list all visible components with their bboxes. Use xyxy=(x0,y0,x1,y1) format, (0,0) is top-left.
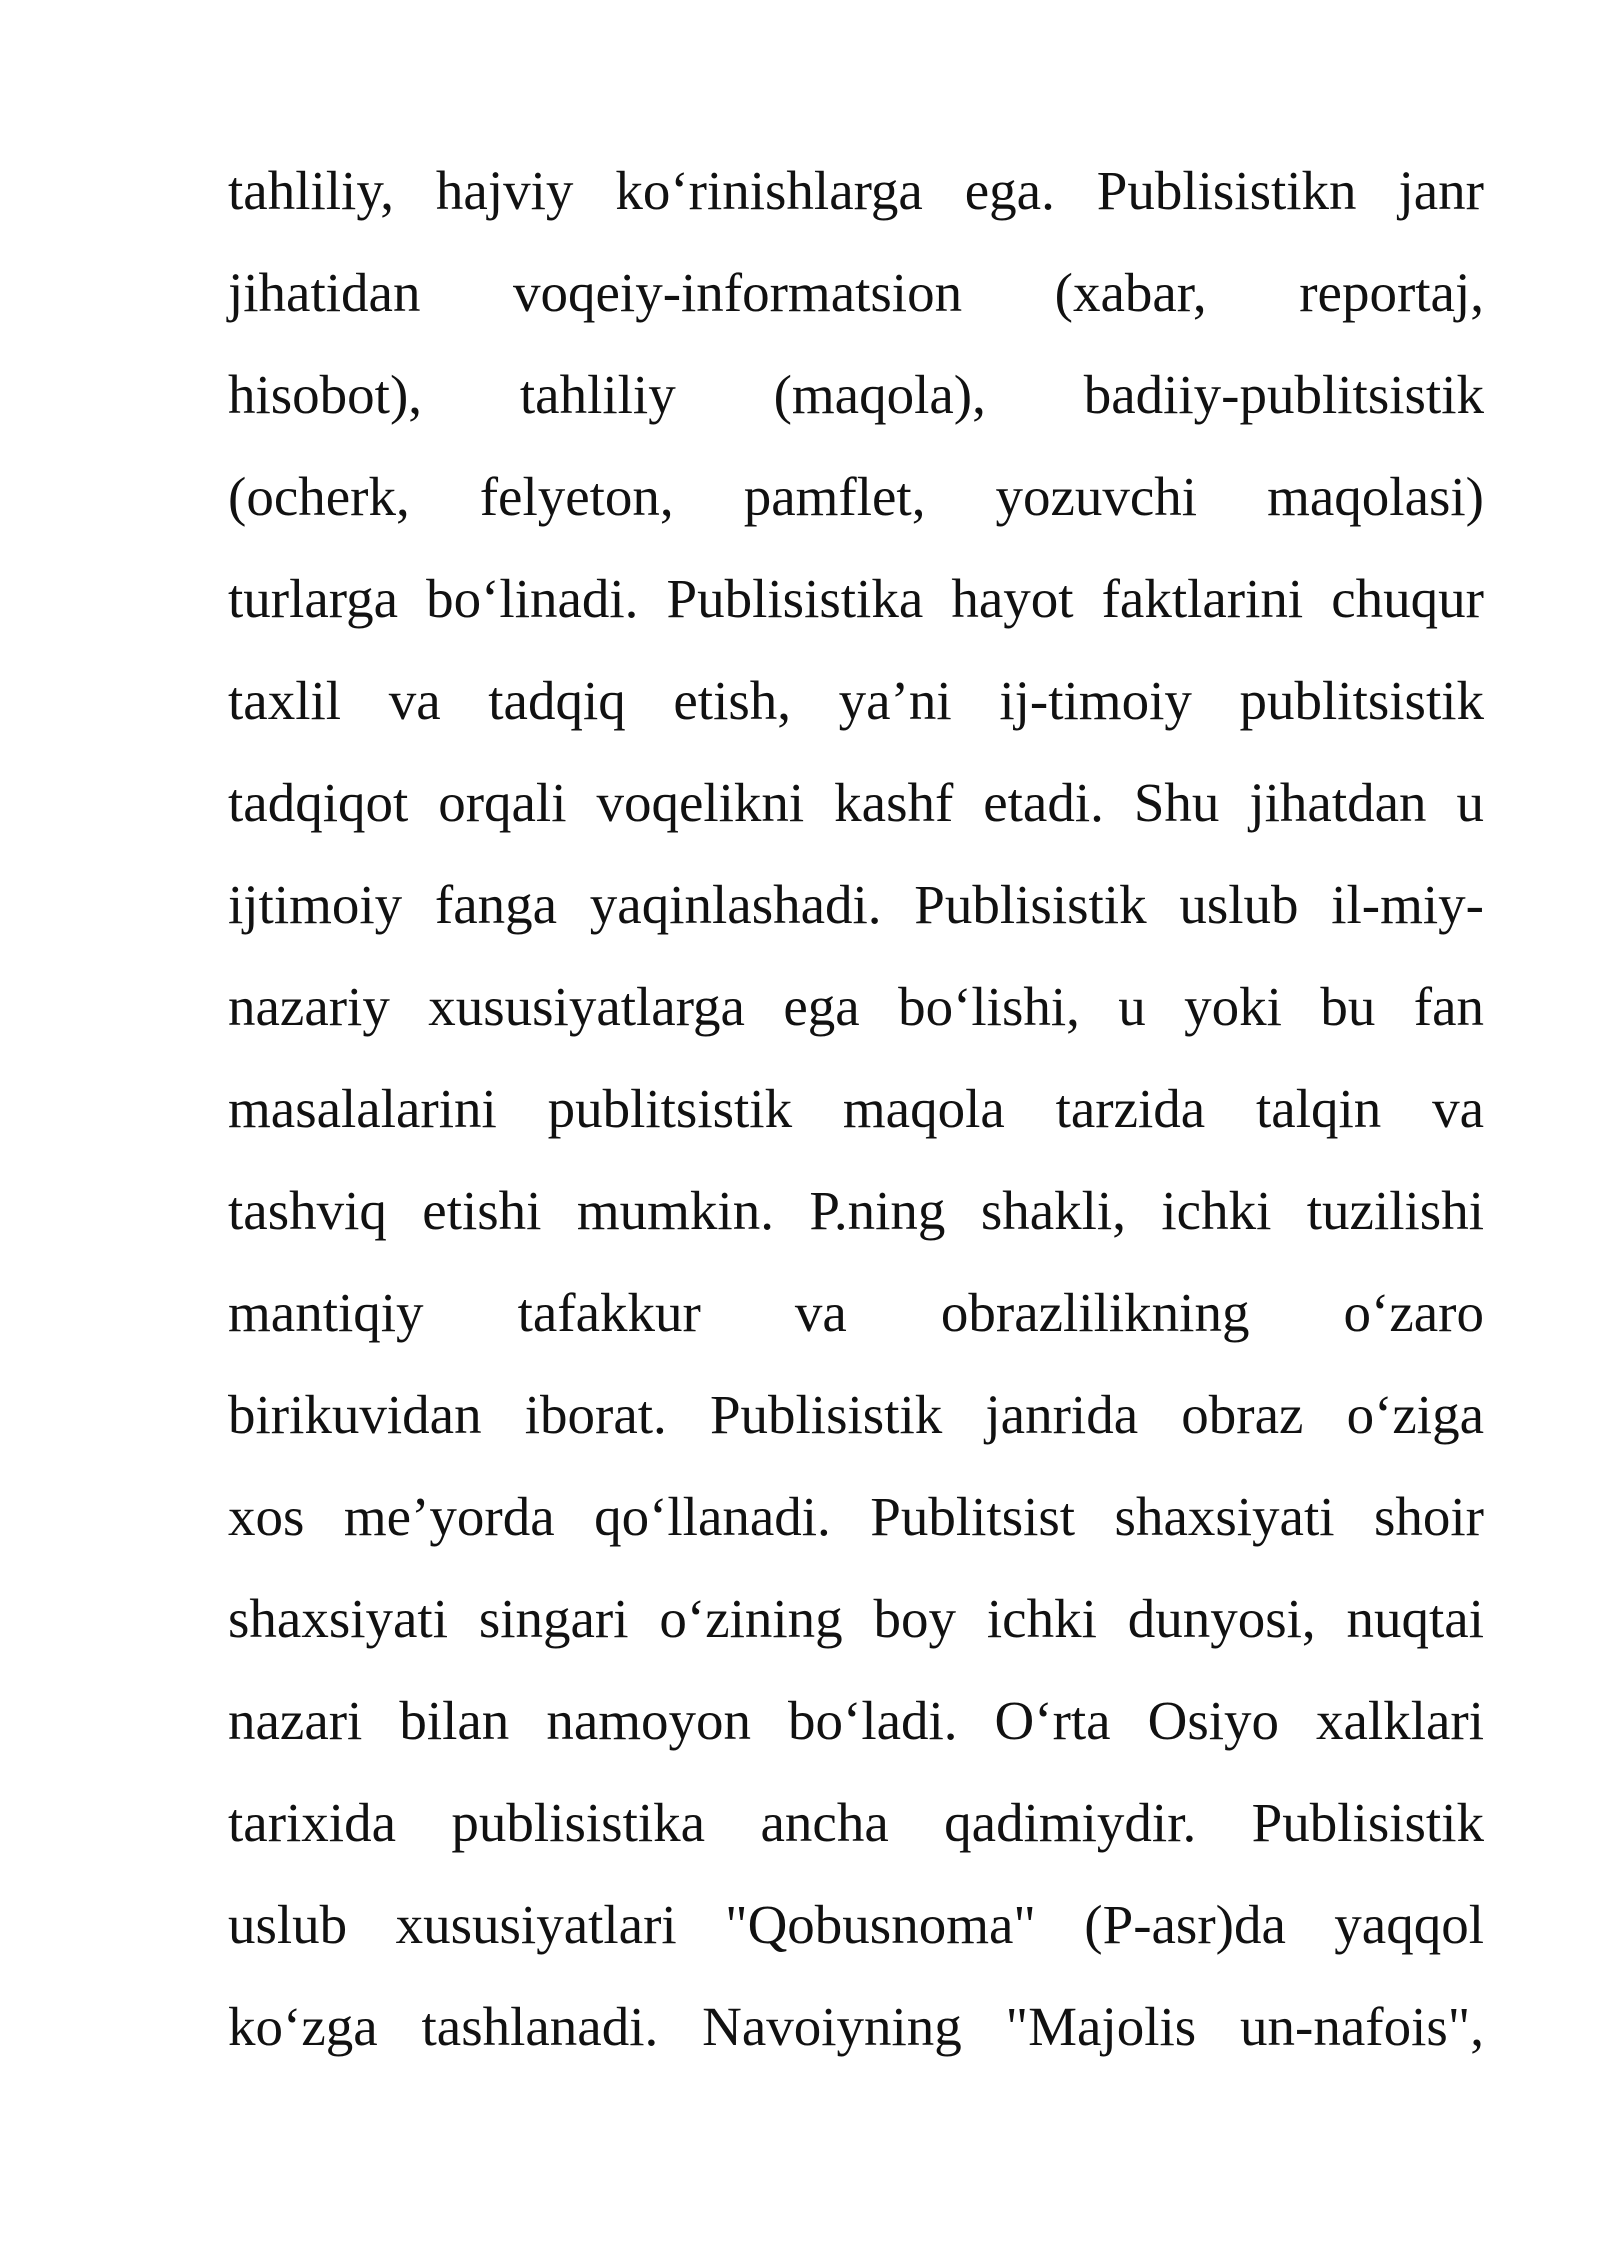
text-line: shaxsiyati singari oʻzining boy ichki dunyosi, nuqtai xyxy=(228,1588,1484,1649)
text-line: birikuvidan iborat. Publisistik janrida obraz oʻziga xyxy=(228,1384,1484,1445)
text-line: tadqiqot orqali voqelikni kashf etadi. Shu jihatdan u xyxy=(228,772,1484,833)
text-line: nazariy xususiyatlarga ega boʻlishi, u yoki bu fan xyxy=(228,976,1484,1037)
body-paragraph xyxy=(228,140,1484,2078)
text-line: jihatidan voqeiy-informatsion (xabar, reportaj, xyxy=(228,262,1484,323)
text-line: hisobot), tahliliy (maqola), badiiy-publitsistik xyxy=(228,364,1484,425)
text-line: tarixida publisistika ancha qadimiydir. Publisistik xyxy=(228,1792,1484,1853)
text-line: (ocherk, felyeton, pamflet, yozuvchi maqolasi) xyxy=(228,466,1484,527)
text-line: nazari bilan namoyon boʻladi. Oʻrta Osiyo xalklari xyxy=(228,1690,1484,1751)
text-line: mantiqiy tafakkur va obrazlilikning oʻzaro xyxy=(228,1282,1484,1343)
text-line: tashviq etishi mumkin. P.ning shakli, ichki tuzilishi xyxy=(228,1180,1484,1241)
text-line: tahliliy, hajviy koʻrinishlarga ega. Publisistikn janr xyxy=(228,160,1484,221)
text-line: turlarga boʻlinadi. Publisistika hayot faktlarini chuqur xyxy=(228,568,1484,629)
text-line: xos me’yorda qoʻllanadi. Publitsist shaxsiyati shoir xyxy=(228,1486,1484,1547)
text-line: ijtimoiy fanga yaqinlashadi. Publisistik uslub il-miy- xyxy=(228,874,1484,935)
text-line: masalalarini publitsistik maqola tarzida talqin va xyxy=(228,1078,1484,1139)
text-line: koʻzga tashlanadi. Navoiyning "Majolis un-nafois", xyxy=(228,1996,1484,2057)
text-line: uslub xususiyatlari "Qobusnoma" (P-asr)da yaqqol xyxy=(228,1894,1484,1955)
text-line: taxlil va tadqiq etish, ya’ni ij-timoiy publitsistik xyxy=(228,670,1484,731)
